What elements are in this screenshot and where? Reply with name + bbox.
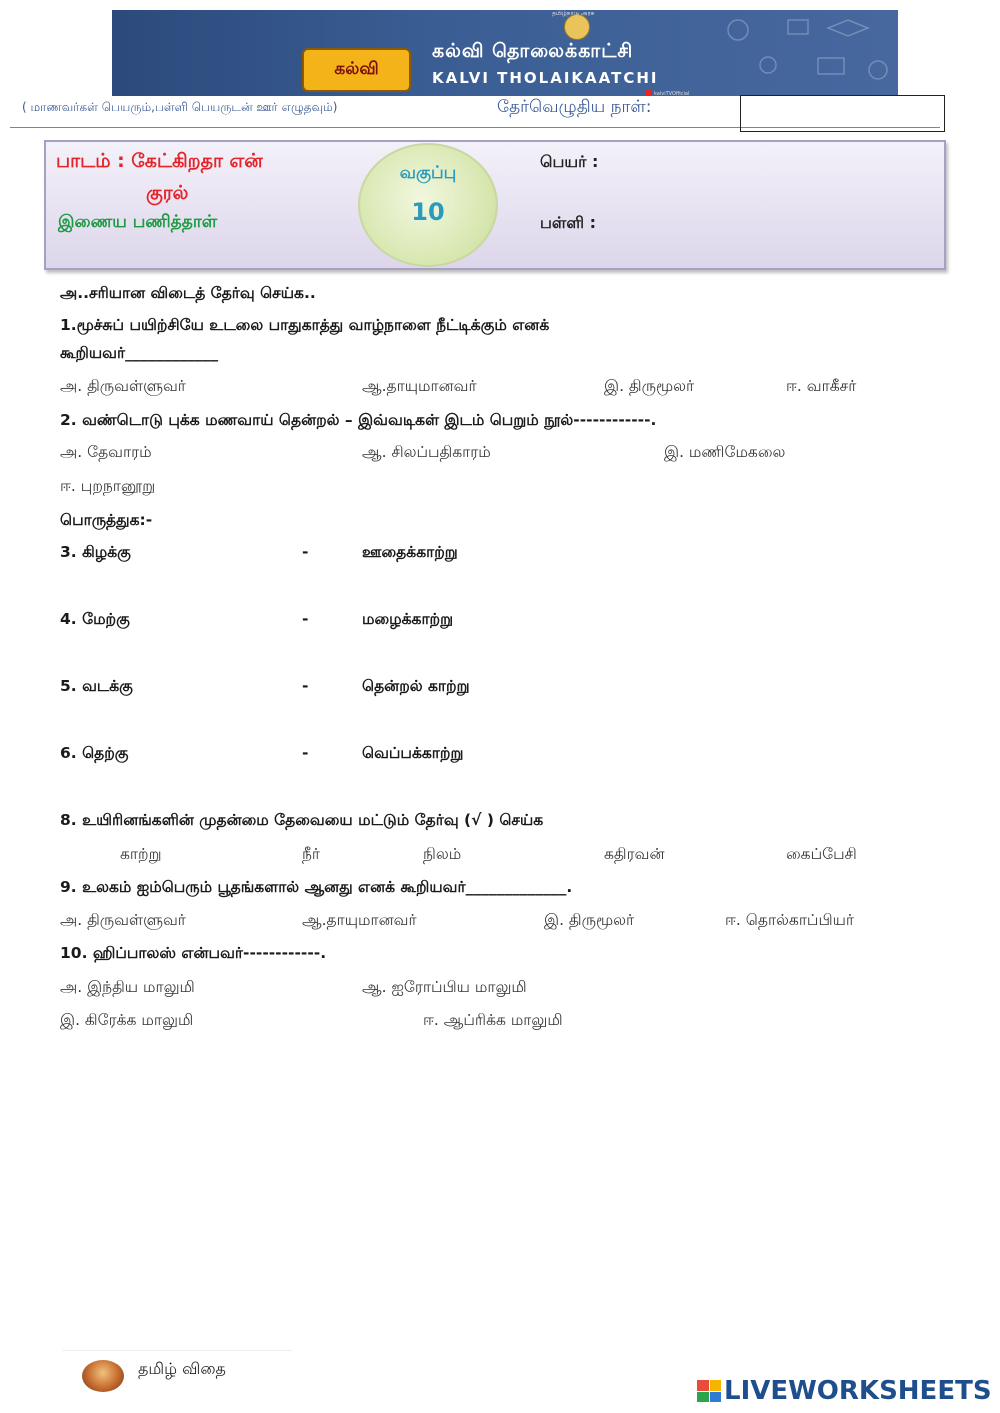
match-right-3[interactable]: ஊதைக்காற்று — [362, 543, 458, 561]
q10-option-a[interactable]: அ. இந்திய மாலுமி — [60, 978, 195, 996]
match-left-4: 4. மேற்கு — [60, 610, 130, 628]
q9-option-d[interactable]: ஈ. தொல்காப்பியர் — [725, 911, 854, 929]
question-1-line1: 1.மூச்சுப் பயிற்சியே உடலை பாதுகாத்து வாழ்நாளை நீட்டிக்கும் எனக் — [60, 316, 550, 334]
q1-option-b[interactable]: ஆ.தாயுமானவர் — [362, 377, 477, 395]
subject-title-line2: குரல் — [146, 182, 189, 204]
worksheet-label: இணைய பணித்தாள் — [58, 212, 218, 232]
q8-option-land[interactable]: நிலம் — [423, 845, 462, 863]
youtube-handle — [646, 90, 689, 96]
q10-option-d[interactable]: ஈ. ஆப்ரிக்க மாலுமி — [423, 1011, 563, 1029]
match-left-6: 6. தெற்கு — [60, 744, 129, 762]
q1-option-a[interactable]: அ. திருவள்ளுவர் — [60, 377, 186, 395]
q9-option-c[interactable]: இ. திருமூலர் — [544, 911, 635, 929]
q1-option-c[interactable]: இ. திருமூலர் — [604, 377, 695, 395]
author-name: தமிழ் விதை — [138, 1359, 226, 1378]
q10-option-b[interactable]: ஆ. ஐரோப்பிய மாலுமி — [362, 978, 527, 996]
banner-title-english: KALVI THOLAIKAATCHI — [432, 69, 659, 87]
match-left-5: 5. வடக்கு — [60, 677, 133, 695]
q8-option-phone[interactable]: கைப்பேசி — [786, 845, 857, 863]
q10-option-c[interactable]: இ. கிரேக்க மாலுமி — [60, 1011, 194, 1029]
q8-option-air[interactable]: காற்று — [120, 845, 162, 863]
match-heading: பொருத்துக:- — [60, 511, 153, 529]
kalvi-banner — [112, 10, 898, 96]
liveworksheets-brand[interactable]: LIVEWORKSHEETS — [724, 1376, 992, 1406]
q8-option-sun[interactable]: கதிரவன் — [604, 845, 665, 863]
question-9: 9. உலகம் ஐம்பெரும் பூதங்களால் ஆனது எனக் கூறியவர்_____________. — [60, 878, 573, 896]
match-dash: - — [302, 744, 309, 762]
match-left-3: 3. கிழக்கு — [60, 543, 131, 561]
author-avatar — [82, 1360, 124, 1392]
youtube-handle-text: kalviTVOfficial — [654, 91, 690, 96]
section-heading: அ..சரியான விடைத் தேர்வு செய்க.. — [60, 284, 316, 302]
grade-number: 10 — [411, 198, 445, 226]
match-right-5[interactable]: தென்றல் காற்று — [362, 677, 470, 695]
q1-option-d[interactable]: ஈ. வாகீசர் — [786, 377, 857, 395]
match-dash: - — [302, 610, 309, 628]
footer-divider — [62, 1350, 292, 1351]
exam-date-label: தேர்வெழுதிய நாள்: — [497, 97, 652, 117]
question-10: 10. ஹிப்பாலஸ் என்பவர்------------. — [60, 944, 327, 962]
kalvi-logo: கல்வி — [302, 48, 411, 92]
match-right-6[interactable]: வெப்பக்காற்று — [362, 744, 464, 762]
q9-option-b[interactable]: ஆ.தாயுமானவர் — [302, 911, 417, 929]
government-text: தமிழ்நாடு அரசு — [552, 10, 595, 17]
q2-option-a[interactable]: அ. தேவாரம் — [60, 443, 152, 461]
question-2: 2. வண்டொடு புக்க மணவாய் தென்றல் – இவ்வடிகள் இடம் பெறும் நூல்------------. — [60, 411, 657, 429]
instruction-text: ( மாணவர்கள் பெயரும்,பள்ளி பெயருடன் ஊர் எழுதவும்) — [22, 100, 338, 114]
question-8: 8. உயிரினங்களின் முதன்மை தேவையை மட்டும் தேர்வு (√ ) செய்க — [60, 811, 544, 829]
match-dash: - — [302, 543, 309, 561]
exam-date-input-box[interactable] — [740, 95, 945, 132]
education-icons-pattern — [698, 10, 898, 96]
q8-option-water[interactable]: நீர் — [302, 845, 321, 863]
q9-option-a[interactable]: அ. திருவள்ளுவர் — [60, 911, 186, 929]
question-1-line2: கூறியவர்____________ — [60, 344, 219, 362]
banner-title-tamil: கல்வி தொலைக்காட்சி — [432, 40, 634, 62]
match-right-4[interactable]: மழைக்காற்று — [362, 610, 454, 628]
subject-title-line1: பாடம் : கேட்கிறதா என் — [56, 150, 263, 172]
q2-option-b[interactable]: ஆ. சிலப்பதிகாரம் — [362, 443, 491, 461]
name-label: பெயர் : — [540, 152, 599, 171]
q2-option-d[interactable]: ஈ. புறநானூறு — [60, 477, 156, 495]
school-label: பள்ளி : — [540, 213, 596, 232]
grade-label: வகுப்பு — [399, 163, 457, 183]
liveworksheets-logo-icon — [697, 1380, 721, 1402]
match-dash: - — [302, 677, 309, 695]
q2-option-c[interactable]: இ. மணிமேகலை — [664, 443, 786, 461]
youtube-icon — [646, 90, 652, 95]
